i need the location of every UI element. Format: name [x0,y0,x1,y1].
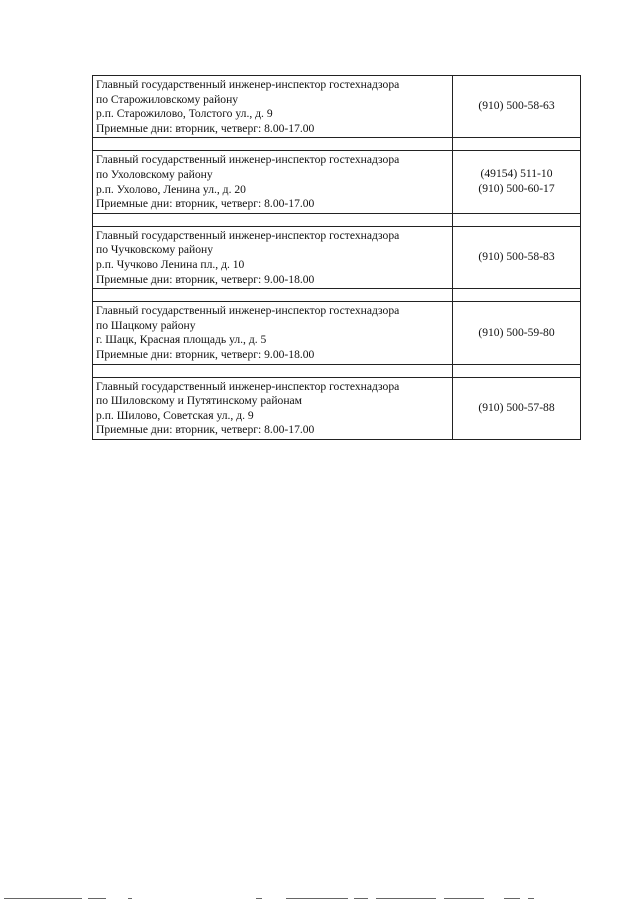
spacer-row [93,213,581,226]
table-row [93,377,581,439]
table-row [93,226,581,288]
inspector-info-cell [93,151,453,213]
inspectors-table [92,75,581,440]
inspector-district: по Старожиловскому району [96,92,239,106]
inspector-title: Главный государственный инженер-инспектор гостехнадзора [96,78,400,91]
inspector-info-cell [93,226,453,288]
inspector-hours: Приемные дни: вторник, четверг: 9.00-18.00 [96,347,315,361]
scan-edge-marks [4,898,636,901]
inspector-district: по Шиловскому и Путятинскому районам [96,394,303,408]
phone-cell [453,151,581,213]
inspector-title: Главный государственный инженер-инспектор гостехнадзора [96,153,400,167]
inspector-district: по Чучковскому району [96,243,214,257]
scan-mark [528,898,534,899]
scan-mark [444,898,484,899]
phone-number: (910) 500-60-17 [478,182,555,196]
inspector-title: Главный государственный инженер-инспектор гостехнадзора [96,304,400,318]
scan-mark [88,898,106,899]
spacer-row [93,138,581,151]
phone-cell [453,377,581,439]
spacer-cell [453,364,581,377]
spacer-cell [93,289,453,302]
scan-mark [286,898,348,899]
spacer-cell [453,138,581,151]
inspector-address: р.п. Чучково Ленина пл., д. 10 [96,257,245,271]
inspector-info-cell [93,302,453,364]
phone-number: (910) 500-59-80 [478,325,555,339]
spacer-cell [93,364,453,377]
spacer-row [93,364,581,377]
scan-mark [128,898,132,899]
table-row [93,76,581,138]
table-row [93,302,581,364]
phone-cell [453,302,581,364]
scan-mark [256,898,262,899]
scan-mark [376,898,436,899]
spacer-cell [453,289,581,302]
phone-cell [453,226,581,288]
inspector-address: г. Шацк, Красная площадь ул., д. 5 [96,333,267,347]
inspector-hours: Приемные дни: вторник, четверг: 8.00-17.00 [96,423,315,437]
inspector-district: по Ухоловскому району [96,167,213,181]
inspector-hours: Приемные дни: вторник, четверг: 9.00-18.00 [96,272,315,286]
phone-number: (910) 500-57-88 [478,400,555,414]
inspector-address: р.п. Шилово, Советская ул., д. 9 [96,408,254,422]
spacer-cell [93,213,453,226]
inspector-title: Главный государственный инженер-инспектор гостехнадзора [96,379,400,393]
scan-mark [354,898,368,899]
spacer-row [93,289,581,302]
inspector-hours: Приемные дни: вторник, четверг: 8.00-17.00 [96,121,315,135]
phone-number: (49154) 511-10 [480,167,553,181]
spacer-cell [453,213,581,226]
phone-number: (910) 500-58-83 [478,250,555,264]
scan-mark [504,898,520,899]
inspector-address: р.п. Ухолово, Ленина ул., д. 20 [96,182,246,196]
inspector-info-cell [93,377,453,439]
table-row [93,151,581,213]
inspector-title: Главный государственный инженер-инспектор гостехнадзора [96,228,400,242]
phone-cell [453,76,581,138]
inspector-address: р.п. Старожилово, Толстого ул., д. 9 [96,107,273,121]
phone-number: (910) 500-58-63 [478,99,555,113]
inspector-district: по Шацкому району [96,318,196,332]
scan-mark [4,898,82,899]
inspector-hours: Приемные дни: вторник, четверг: 8.00-17.00 [96,197,315,211]
inspector-info-cell [93,76,453,138]
spacer-cell [93,138,453,151]
